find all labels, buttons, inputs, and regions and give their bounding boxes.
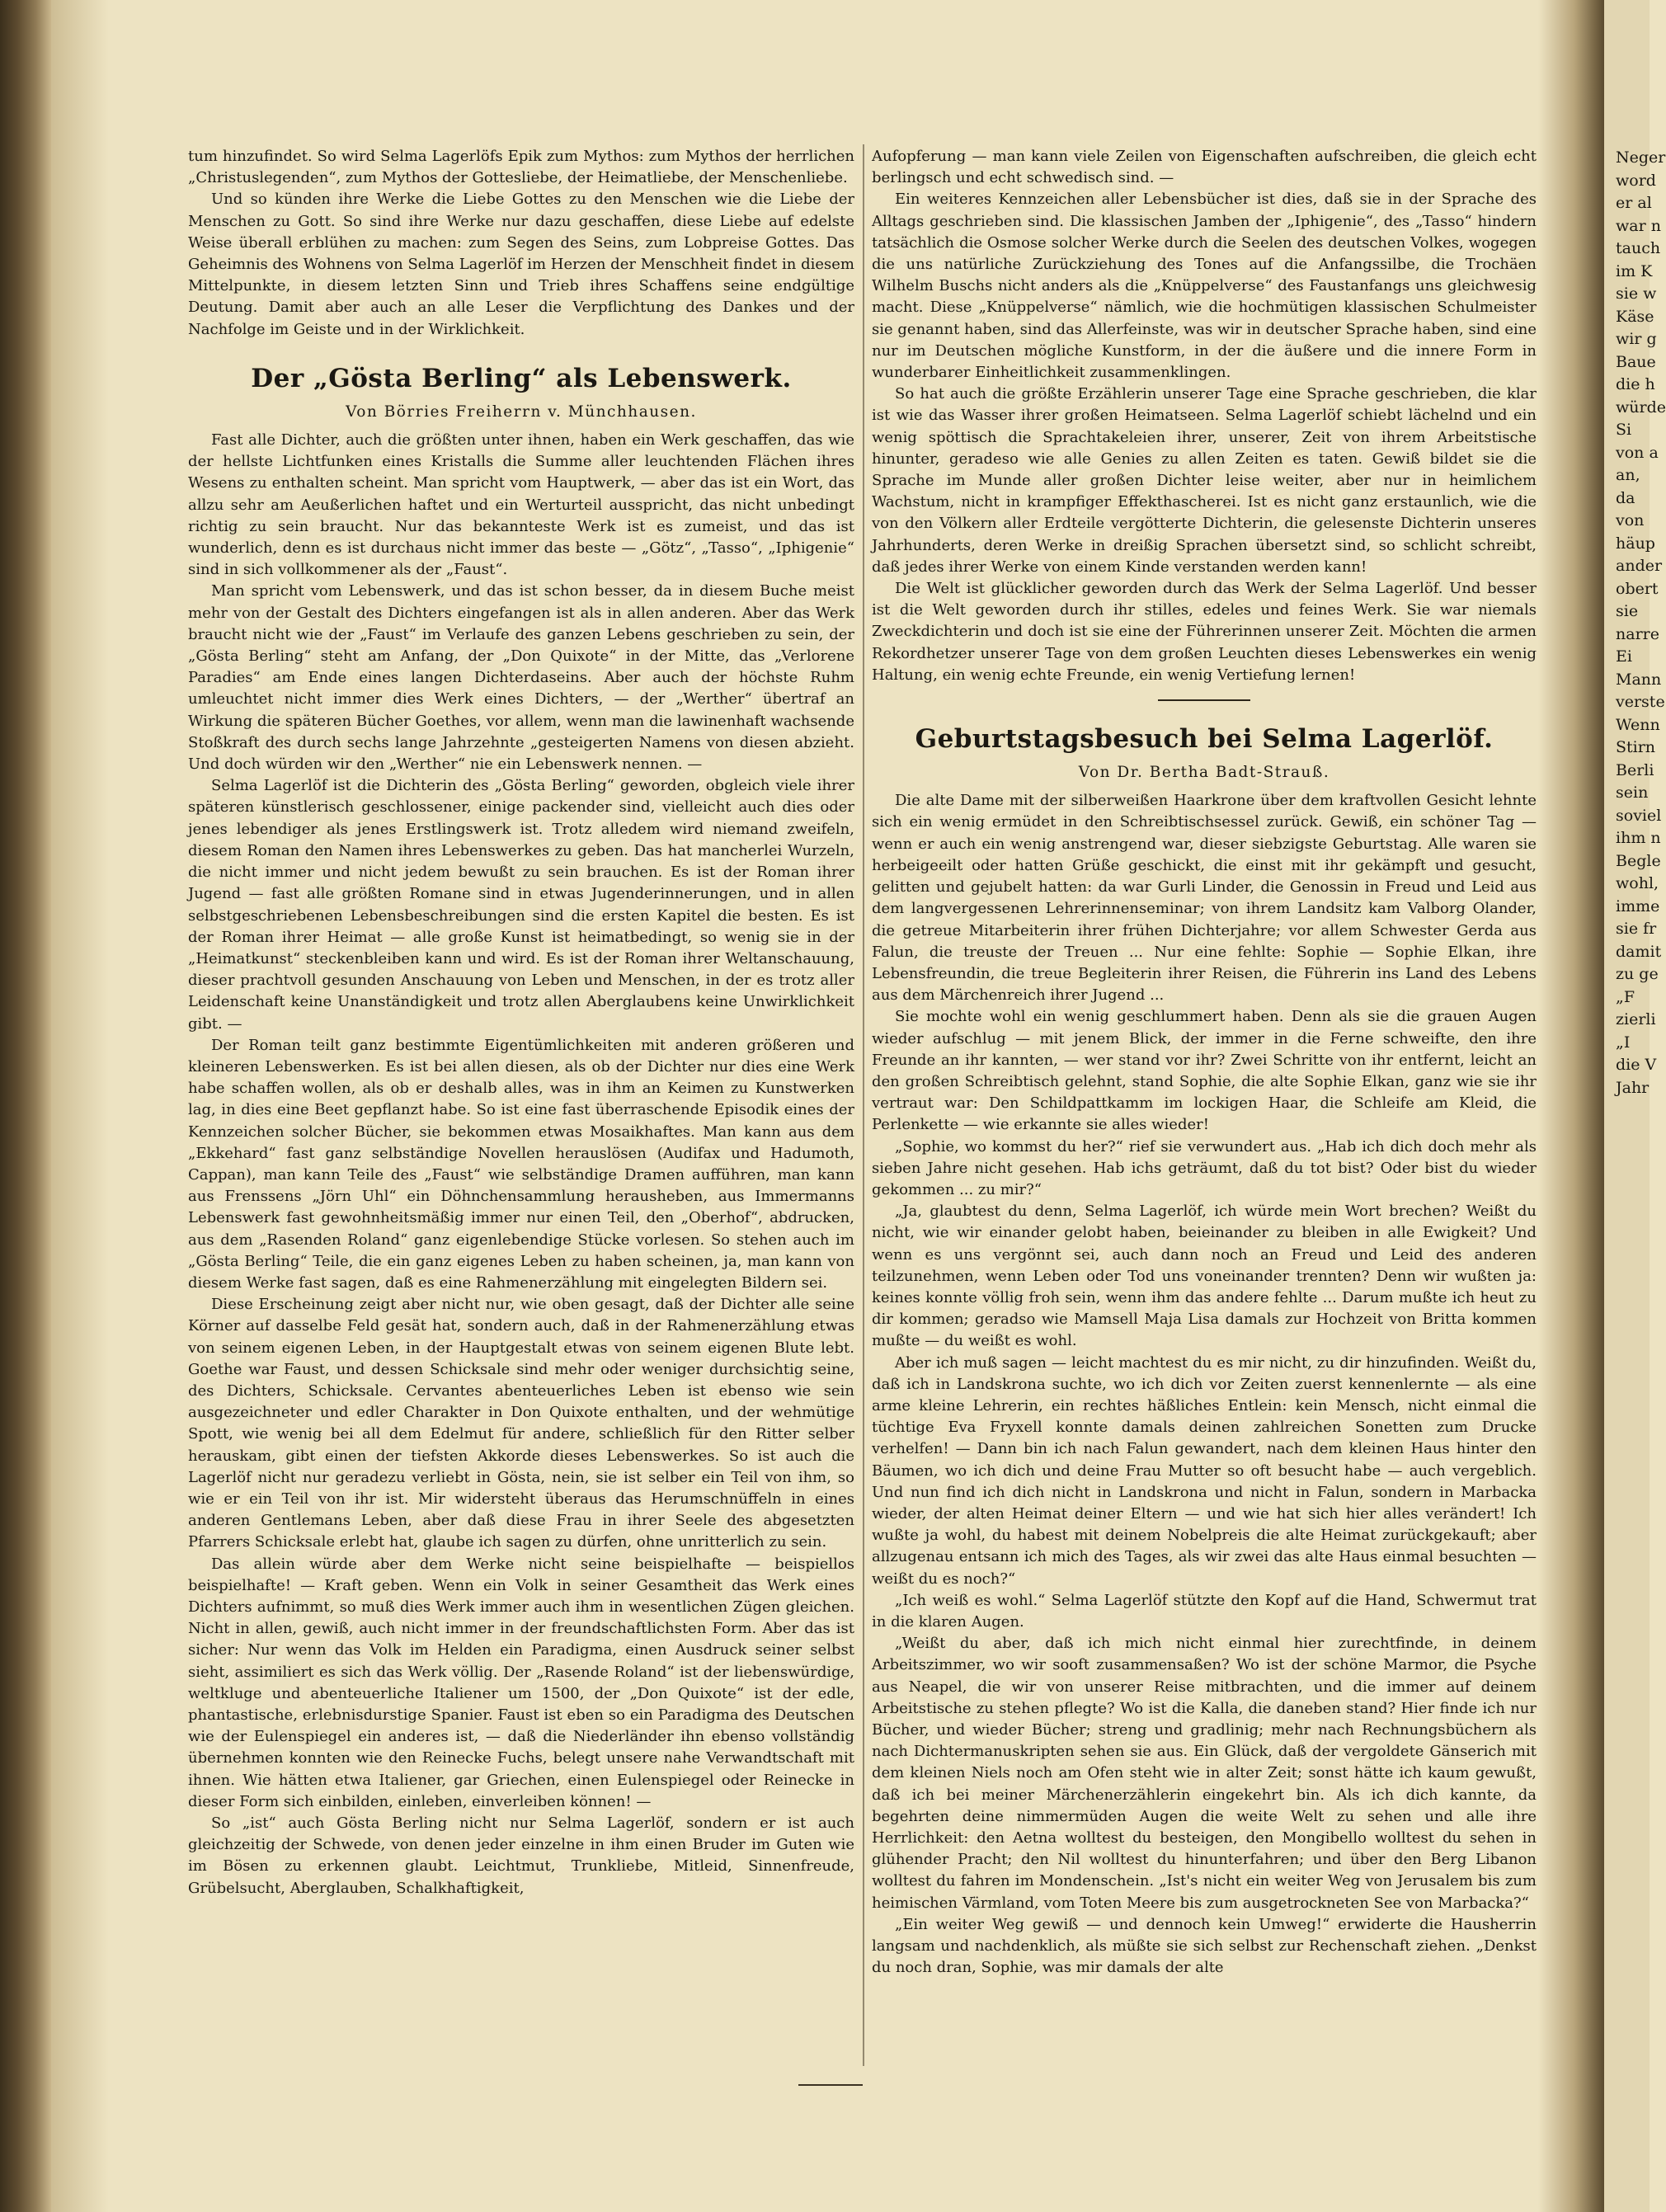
article-paragraph: Aber ich muß sagen — leicht machtest du es mir nicht, zu dir hinzufinden. Weißt du, daß ich in Landskrona suchte, wo ich dich vor Zeiten zuerst kennenlernte — als eine arme kleine Lehrerin, ein rechtes häßliches Entlein: kein Mensch, nicht einmal die tüchtige Eva Fryxell konnte damals deinen zahlreichen Sonetten zum Drucke verhelfen! — Dann bin ich nach Falun gewandert, nach dem kleinen Haus hinter den Bäumen, wo ich dich und deine Frau Mutter so oft besucht habe — auch vergeblich. Und nun find ich dich nicht in Landskrona und nicht in Falun, sondern in Marbacka wieder, der alten Heimat deiner Eltern — und wie hat sich hier alles verändert! Ich wußte ja wohl, du habest mit deinem Nobelpreis die alte Heimat zurückgekauft; aber allzugenau entsann ich mich des Tages, als wir zwei das alte Haus einmal besuchten — weißt du es noch?“: [872, 1353, 1537, 1588]
intro-paragraph: tum hinzufindet. So wird Selma Lagerlöfs Epik zum Mythos: zum Mythos der herrlichen „Christuslegenden“, zum Mythos der Gottesliebe, der Heimatliebe, der Menschenliebe.: [188, 148, 854, 187]
adjacent-page-line: Berli: [1616, 760, 1654, 779]
adjacent-page-line: die h: [1616, 375, 1655, 393]
adjacent-page-line: häup: [1616, 534, 1655, 553]
adjacent-page-line: ander: [1616, 557, 1663, 575]
article-paragraph: Das allein würde aber dem Werke nicht seine beispielhafte — beispiellos beispielhafte! — Kraft geben. Wenn ein Volk in seiner Gesamtheit das Werk eines Dichters aufnimmt, so muß dies Werk immer auch ihm in wesentlichen Zügen gleichen. Nicht in allen, gewiß, auch nicht immer in der freundschaftlichsten Form. Aber das ist sicher: Nur wenn das Volk im Helden ein Paradigma, einen Ausdruck seiner selbst sieht, assimiliert es sich das Werk völlig. Der „Rasende Roland“ ist der liebenswürdige, weltkluge und abenteuerliche Italiener um 1500, der „Don Quixote“ ist der edle, phantastische, erlebnisdurstige Spanier. Faust ist eben so ein Paradigma des Deutschen wie der Eulenspiegel ein anderes ist, — daß die Niederländer ihn ebenso vollständig übernehmen konnten wie den Reinecke Fuchs, belegt unsere nahe Verwandtschaft mit ihnen. Wie hätten etwa Italiener, gar Griechen, einen Eulenspiegel oder Reinecke in dieser Form sich einbilden, einleben, einverleiben können! —: [188, 1555, 854, 1810]
article-paragraph: Diese Erscheinung zeigt aber nicht nur, wie oben gesagt, daß der Dichter alle seine Körner auf dasselbe Feld gesät hat, sondern auch, daß in der Rahmenerzählung etwas von seinem eigenen Leben, in der Hauptgestalt etwas von seinem eigenen Blute lebt. Goethe war Faust, und dessen Schicksale sind mehr oder weniger durchsichtig seine, des Dichters, Schicksale. Cervantes abenteuerliches Leben ist ebenso wie sein ausgezeichneter und edler Charakter in Don Quixote enthalten, und der wehmütige Spott, wie wenig bei all dem Edelmut für andere, schließlich für den Ritter selber herauskam, gibt einen der tiefsten Akkorde dieses Lebenswerkes. So ist auch die Lagerlöf nicht nur geradezu verliebt in Gösta, nein, sie ist selber ein Teil von ihm, so wie er ein Teil von ihr ist. Mir widersteht überaus das Herumschnüffeln in eines anderen Gentlemans Leben, aber daß diese Frau in ihrer Seele des abgesetzten Pfarrers Schicksale erlebt hat, glaube ich sagen zu dürfen, ohne unritterlich zu sein.: [188, 1296, 854, 1551]
adjacent-page-line: würde: [1616, 398, 1666, 417]
adjacent-page-line: Si: [1616, 421, 1632, 439]
adjacent-page-line: sie: [1616, 602, 1639, 620]
adjacent-page-line: zierli: [1616, 1010, 1656, 1028]
page-end-rule: [798, 2084, 863, 2086]
adjacent-page-line: Mann: [1616, 670, 1662, 689]
article-paragraph: „Ja, glaubtest du denn, Selma Lagerlöf, ich würde mein Wort brechen? Weißt du nicht, wie wir einander gelobt haben, beieinander zu bleiben in alle Ewigkeit? Und wenn es uns vergönnt sei, auch dann noch an Freud und Leid des anderen teilzunehmen, wenn Leben oder Tod uns voneinander trennten? Denn wir wußten ja: keines konnte völlig froh sein, wenn ihm das andere fehlte ... Darum mußte ich heut zu dir kommen; geradso wie Mamsell Maja Lisa damals zur Hochzeit von Britta kommen mußte — du weißt es wohl.: [872, 1202, 1537, 1350]
article-paragraph: „Ein weiter Weg gewiß — und dennoch kein Umweg!“ erwiderte die Hausherrin langsam und nachdenklich, als müßte sie sich selbst zur Rechenschaft ziehen. „Denkst du noch dran, Sophie, was mir damals der alte: [872, 1915, 1537, 1977]
adjacent-page-line: Baue: [1616, 352, 1656, 371]
adjacent-page-line: imme: [1616, 897, 1660, 915]
article-byline-muenchhausen: Von Börries Freiherrn v. Münchhausen.: [346, 402, 697, 421]
article-byline-badt-strauss: Von Dr. Bertha Badt-Strauß.: [1078, 764, 1330, 782]
adjacent-page-line: sein: [1616, 784, 1649, 802]
article-title-geburtstagsbesuch: Geburtstagsbesuch bei Selma Lagerlöf.: [915, 724, 1494, 755]
continued-paragraph: So hat auch die größte Erzählerin unserer Tage eine Sprache geschrieben, die klar ist wie das Wasser ihrer großen Heimatseen. Selma Lagerlöf schiebt lächelnd und ein wenig spöttisch die Sprachtakeleien ihrer, unserer, Zeit von ihrem Arbeitstische hinunter, geradeso wie alle Genies zu allen Zeiten es taten. Gewiß bildet sie die Sprache im Munde aller großen Dichter leise weiter, aber nur in heimlichem Wachstum, nicht in krampfiger Effekthascherei. Ist es nicht ganz erstaunlich, wie die von den Völkern aller Erdteile vergötterte Dichterin, die gelesenste Dichterin unseres Jahrhunderts, deren Werke in dreißig Sprachen übersetzt sind, so schlicht schreibt, daß jedes ihrer Werke von einem Kinde verstanden werden kann!: [872, 385, 1537, 576]
adjacent-page-line: Käse: [1616, 307, 1654, 326]
adjacent-page-text: [1604, 0, 1666, 1099]
adjacent-page-line: von a: [1616, 443, 1659, 462]
adjacent-page-line: wir g: [1616, 330, 1657, 348]
adjacent-page-line: sie w: [1616, 285, 1657, 303]
adjacent-page-line: ihm n: [1616, 829, 1661, 847]
adjacent-page-line: Begle: [1616, 851, 1661, 870]
article-paragraph: „Ich weiß es wohl.“ Selma Lagerlöf stützte den Kopf auf die Hand, Schwermut trat in die klaren Augen.: [872, 1591, 1537, 1631]
adjacent-page-line: an,: [1616, 466, 1640, 484]
adjacent-page-line: word: [1616, 171, 1656, 190]
page-margin-shadow: [51, 0, 109, 2212]
article-paragraph: Fast alle Dichter, auch die größten unter ihnen, haben ein Werk geschaffen, das wie der hellste Lichtfunken eines Kristalls die Summe aller leuchtenden Flächen ihres Wesens zu enthalten scheint. Man spricht vom Hauptwerk, — aber das ist ein Wort, das allzu sehr am Aeußerlichen haftet und ein Werturteil ausspricht, das nicht unbedingt richtig zu sein braucht. Nur das bekannteste Werk ist es zumeist, und das ist wunderlich, denn es ist durchaus nicht immer das beste — „Götz“, „Tasso“, „Iphigenie“ sind in sich vollkommener als der „Faust“.: [188, 431, 854, 579]
adjacent-page-line: Jahr: [1616, 1078, 1650, 1097]
article-title-goesta-berling: Der „Gösta Berling“ als Lebenswerk.: [251, 363, 792, 393]
continued-paragraph: Ein weiteres Kennzeichen aller Lebensbücher ist dies, daß sie in der Sprache des Alltags geschrieben sind. Die klassischen Jamben der „Iphigenie“, des „Tasso“ hindern tatsächlich die Osmose solcher Werke durch die Seelen des deutschen Volkes, wogegen die uns natürliche Zurückziehung des Tones auf die Anfangssilbe, die Trochäen Wilhelm Buschs nicht anders als die „Knüppelverse“ des Faustanfangs uns gleichwesig macht. Diese „Knüppelverse“ nämlich, wie die hochmütigen klassischen Schulmeister sie genannt haben, sind das Allerfeinste, was wir in deutscher Sprache haben, sind eine nur im Deutschen mögliche Kunstform, in der die äußere und die innere Form in wunderbarer Einheitlichkeit zusammenklingen.: [872, 191, 1537, 382]
article-paragraph: „Weißt du aber, daß ich mich nicht einmal hier zurechtfinde, in deinem Arbeitszimmer, wo wir sooft zusammensaßen? Wo ist der schöne Marmor, die Psyche aus Neapel, die wir von unserer Reise mitbrachten, und die immer auf deinem Arbeitstische zu stehen pflegte? Wo ist die Kalla, die daneben stand? Hier finde ich nur Bücher, und wieder Bücher; streng und gradlinig; mehr nach Rechnungsbüchern als nach Dichtermanuskripten sehen sie aus. Ein Glück, daß der vergoldete Gänserich mit dem kleinen Niels noch am Ofen steht wie in alter Zeit; sonst hätte ich kaum gewußt, daß ich bei meiner Märchenerzählerin eingekehrt bin. Als ich dich kannte, da begehrten deine nimmermüden Augen die weite Welt zu sehen und alle ihre Herrlichkeit: den Aetna wolltest du besteigen, den Mongibello wolltest du sehen in glühender Pracht; den Nil wolltest du hinunterfahren; und über den Berg Libanon wolltest du fahren im Mondenschein. „Ist's nicht ein weiter Weg von Jerusalem bis zum heimischen Värmland, vom Toten Meere bis zum ausgetrockneten See von Marbacka?“: [872, 1635, 1537, 1912]
adjacent-page-line: Stirn: [1616, 738, 1656, 756]
column-divider: [863, 144, 864, 2066]
adjacent-page-line: „I: [1616, 1033, 1631, 1052]
intro-paragraph: Und so künden ihre Werke die Liebe Gottes zu den Menschen wie die Liebe der Menschen zu Gott. So sind ihre Werke nur dazu geschaffen, diese Liebe auf edelste Weise überall erblühen zu machen: zum Segen des Seins, zum Lobpreise Gottes. Das Geheimnis des Wohnens von Selma Lagerlöf im Herzen der Menschheit findet in diesem Mittelpunkte, in diesem letzten Sinn und Trieb ihres Schaffens seine endgültige Deutung. Damit aber auch an alle Leser die Verpflichtung des Dankes und der Nachfolge im Geiste und in der Wirklichkeit.: [188, 191, 854, 338]
article-paragraph: Man spricht vom Lebenswerk, und das ist schon besser, da in diesem Buche meist mehr von der Gestalt des Dichters eingefangen ist als in allen anderen. Aber das Werk braucht nicht wie der „Faust“ im Verlaufe des ganzen Lebens geschrieben zu sein, der „Gösta Berling“ steht am Anfang, der „Don Quixote“ in der Mitte, das „Verlorene Paradies“ am Ende eines langen Dichterdaseins. Aber auch der höchste Ruhm umleuchtet nicht immer dies Werk eines Dichters, — der „Werther“ übertraf an Wirkung die späteren Bücher Goethes, vor allem, wenn man die lawinenhaft wachsende Stoßkraft des durch sechs lange Jahrzehnte „gesteigerten Namens von diesen abzieht. Und doch würden wir den „Werther“ nie ein Lebenswerk nennen. —: [188, 582, 854, 774]
adjacent-page-line: von: [1616, 511, 1645, 529]
right-column: [872, 146, 1537, 1979]
adjacent-page-line: obert: [1616, 579, 1659, 598]
adjacent-page-line: zu ge: [1616, 965, 1659, 983]
adjacent-page-line: narre: [1616, 624, 1659, 643]
adjacent-page-line: soviel: [1616, 806, 1662, 825]
article-paragraph: Die alte Dame mit der silberweißen Haarkrone über dem kraftvollen Gesicht lehnte sich ein wenig ermüdet in den Schreibtischsessel zurück. Gewiß, ein schöner Tag — wenn er auch ein wenig anstrengend war, dieser siebzigste Geburtstag. Alle waren sie herbeigeeilt oder hatten Grüße geschickt, die einst mit ihr gekämpft und gesucht, gelitten und gejubelt hatten: da war Gurli Linder, die Genossin in Freud und Leid aus dem langvergessenen Lehrerinnenseminar; von ihrem Landsitz kam Valborg Olander, die getreue Mitarbeiterin ihrer frühen Dichterjahre; vor allem Schwester Gerda aus Falun, die treuste der Treuen ... Nur eine fehlte: Sophie — Sophie Elkan, ihre Lebensfreundin, die treue Begleiterin ihrer Reisen, die Führerin ins Land des Lebens aus dem Märchenreich ihrer Jugend ...: [872, 792, 1537, 1005]
left-column: [188, 146, 854, 1899]
adjacent-page-line: war n: [1616, 216, 1661, 235]
book-gutter-shadow: [1538, 0, 1604, 2212]
adjacent-page-line: verste: [1616, 693, 1665, 711]
book-binding-edge: [0, 0, 51, 2212]
continued-paragraph: Aufopferung — man kann viele Zeilen von Eigenschaften aufschreiben, die gleich echt berlingsch und echt schwedisch sind. —: [872, 148, 1537, 187]
adjacent-page-line: er al: [1616, 194, 1652, 212]
article-paragraph: Der Roman teilt ganz bestimmte Eigentümlichkeiten mit anderen größeren und kleineren Lebenswerken. Es ist bei allen diesen, als ob der Dichter nur dies eine Werk habe schaffen wollen, als ob er deshalb alles, was in ihm an Keimen zu Kunstwerken lag, in dies eine Beet gepflanzt habe. So ist eine fast überraschende Episodik eines der Kennzeichen solcher Bücher, sie bekommen etwas Mosaikhaftes. Man kann aus dem „Ekkehard“ fast ganz selbständige Novellen herauslösen (Audifax und Hadumoth, Cappan), man kann Teile des „Faust“ wie selbständige Dramen aufführen, man kann aus Frenssens „Jörn Uhl“ ein Döhnchensammlung herausheben, aus Immermanns Lebenswerk fast gewohnheitsmäßig immer nur einen Teil, den „Oberhof“, abdrucken, aus dem „Rasenden Roland“ ganz eigenlebendige Stücke vorlesen. So stehen auch im „Gösta Berling“ Teile, die ein ganz eigenes Leben zu haben scheinen, ja, man kann von diesem Werke fast sagen, daß es eine Rahmenerzählung mit eingelegten Bildern sei.: [188, 1036, 854, 1292]
continued-paragraph: Die Welt ist glücklicher geworden durch das Werk der Selma Lagerlöf. Und besser ist die Welt geworden durch ihr stilles, edeles und feines Werk. Sie war niemals Zweckdichterin und doch ist sie eine der Führerinnen unserer Zeit. Möchten die armen Rekordhetzer unserer Tage von dem großen Leuchten dieses Lebenswerkes ein wenig Haltung, ein wenig echte Freunde, ein wenig Vertiefung lernen!: [872, 580, 1537, 684]
article-paragraph: „Sophie, wo kommst du her?“ rief sie verwundert aus. „Hab ich dich doch mehr als sieben Jahre nicht gesehen. Hab ichs geträumt, daß du tot bist? Oder bist du wieder gekommen ... zu mir?“: [872, 1137, 1537, 1198]
adjacent-page-line: Neger: [1616, 148, 1666, 167]
adjacent-page-line: Ei: [1616, 647, 1632, 666]
adjacent-page-line: wohl,: [1616, 874, 1659, 892]
adjacent-page-line: die V: [1616, 1056, 1657, 1074]
adjacent-page-line: „F: [1616, 987, 1635, 1006]
article-paragraph: Selma Lagerlöf ist die Dichterin des „Gösta Berling“ geworden, obgleich viele ihrer späteren künstlerisch geschlossener, einige packender sind, vielleicht auch dies oder jenes lebendiger als jenes Erstlingswerk ist. Trotz alledem wird niemand zweifeln, diesem Roman den Namen ihres Lebenswerkes zu geben. Das hat mancherlei Wurzeln, die nicht immer und nicht jedem bewußt zu sein brauchen. Es ist der Roman ihrer Jugend — fast alle größten Romane sind in etwas Jugenderinnerungen, und in allen selbstgeschriebenen Lebensbeschreibungen sind die ersten Kapitel die besten. Es ist der Roman ihrer Heimat — alle große Kunst ist heimatbedingt, so wenig sie in der „Heimatkunst“ steckenbleiben kann und wird. Es ist der Roman ihrer Weltanschauung, dieser prachtvoll gesunden Anschauung von Leben und Menschen, in der es trotz aller Leidenschaft keine Unanständigkeit und trotz allen Aberglaubens keine Unwirklichkeit gibt. —: [188, 777, 854, 1033]
adjacent-page-line: sie fr: [1616, 920, 1657, 938]
adjacent-page-line: im K: [1616, 261, 1653, 280]
article-separator: [1158, 699, 1250, 701]
adjacent-page-line: tauch: [1616, 239, 1661, 257]
adjacent-page-line: da: [1616, 488, 1635, 507]
article-paragraph: So „ist“ auch Gösta Berling nicht nur Selma Lagerlöf, sondern er ist auch gleichzeitig der Schwede, von denen jeder einzelne in ihm einen Bruder im Guten wie im Bösen zu erkennen glaubt. Leichtmut, Trunkliebe, Mitleid, Sinnenfreude, Grübelsucht, Aberglauben, Schalkhaftigkeit,: [188, 1814, 854, 1897]
article-paragraph: Sie mochte wohl ein wenig geschlummert haben. Denn als sie die grauen Augen wieder aufschlug — mit jenem Blick, der immer in die Ferne schweifte, den ihre Freunde an ihr kannten, — wer stand vor ihr? Zwei Schritte von ihr entfernt, leicht an den großen Schreibtisch gelehnt, stand Sophie, die alte Sophie Elkan, ganz wie sie ihr vertraut war: Den Schildpattkamm im lockigen Haar, die Schleife am Kleid, die Perlenkette — wie erkannte sie alles wieder!: [872, 1008, 1537, 1134]
adjacent-page-line: damit: [1616, 942, 1662, 961]
adjacent-page-line: Wenn: [1616, 715, 1660, 734]
adjacent-page-edge: [1604, 0, 1666, 2212]
